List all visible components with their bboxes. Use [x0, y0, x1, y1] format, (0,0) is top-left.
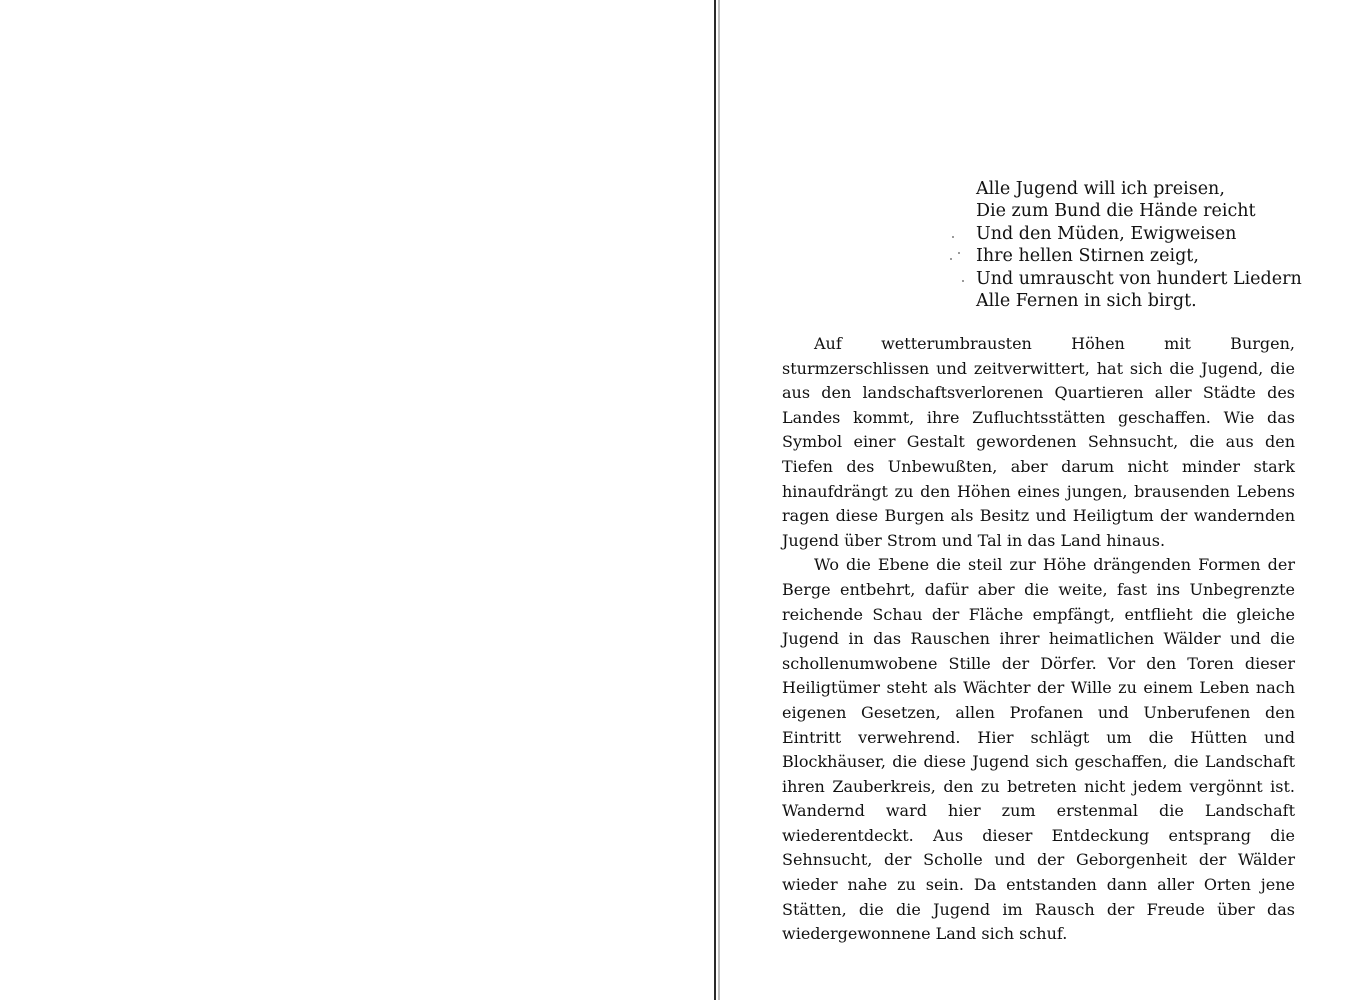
print-specks-decoration	[944, 232, 974, 292]
poem-line: Und umrauscht von hundert Liedern	[976, 268, 1302, 289]
paragraph: Auf wetterumbrausten Höhen mit Burgen, sturmzerschlissen und zeitverwittert, hat sich die Jugend, die aus den landschaftsverlorenen Quartieren aller Städte des Landes kommt, ihre Zufluchtsstätten geschaffen. Wie das Symbol einer Gestalt gewordenen Sehnsucht, die aus den Tiefen des Unbewußten, aber darum nicht minder stark hinaufdrängt zu den Höhen eines jungen, brausenden Lebens ragen diese Burgen als Besitz und Heiligtum der wandernden Jugend über Strom und Tal in das Land hinaus.	[782, 334, 1295, 550]
poem-line: Alle Fernen in sich birgt.	[976, 291, 1197, 312]
right-page	[722, 0, 1368, 1000]
poem-line: Ihre hellen Stirnen zeigt,	[976, 246, 1199, 267]
book-gutter-line	[714, 0, 716, 1000]
paragraph: Wo die Ebene die steil zur Höhe drängenden Formen der Berge entbehrt, dafür aber die weite, fast ins Unbegrenzte reichende Schau der Fläche empfängt, entflieht die gleiche Jugend in das Rauschen ihrer heimatlichen Wälder und die schollenumwobene Stille der Dörfer. Vor den Toren dieser Heiligtümer steht als Wächter der Wille zu einem Leben nach eigenen Gesetzen, allen Profanen und Unberufenen den Eintritt verwehrend. Hier schlägt um die Hütten und Blockhäuser, die diese Jugend sich geschaffen, die Landschaft ihren Zauberkreis, den zu betreten nicht jedem vergönnt ist. Wandernd ward hier zum erstenmal die Landschaft wiederentdeckt. Aus dieser Entdeckung entsprang die Sehnsucht, der Scholle und der Geborgenheit der Wälder wieder nahe zu sein. Da entstanden dann aller Orten jene Stätten, die die Jugend im Rausch der Freude über das wiedergewonnene Land sich schuf.	[782, 555, 1295, 944]
poem-line: Alle Jugend will ich preisen,	[976, 179, 1225, 199]
poem-line: Die zum Bund die Hände reicht	[976, 201, 1256, 222]
book-gutter-shadow	[718, 0, 720, 1000]
prose-body	[782, 332, 1295, 947]
poem-line: Und den Müden, Ewigweisen	[976, 223, 1237, 244]
poem-stanza	[976, 178, 1316, 312]
